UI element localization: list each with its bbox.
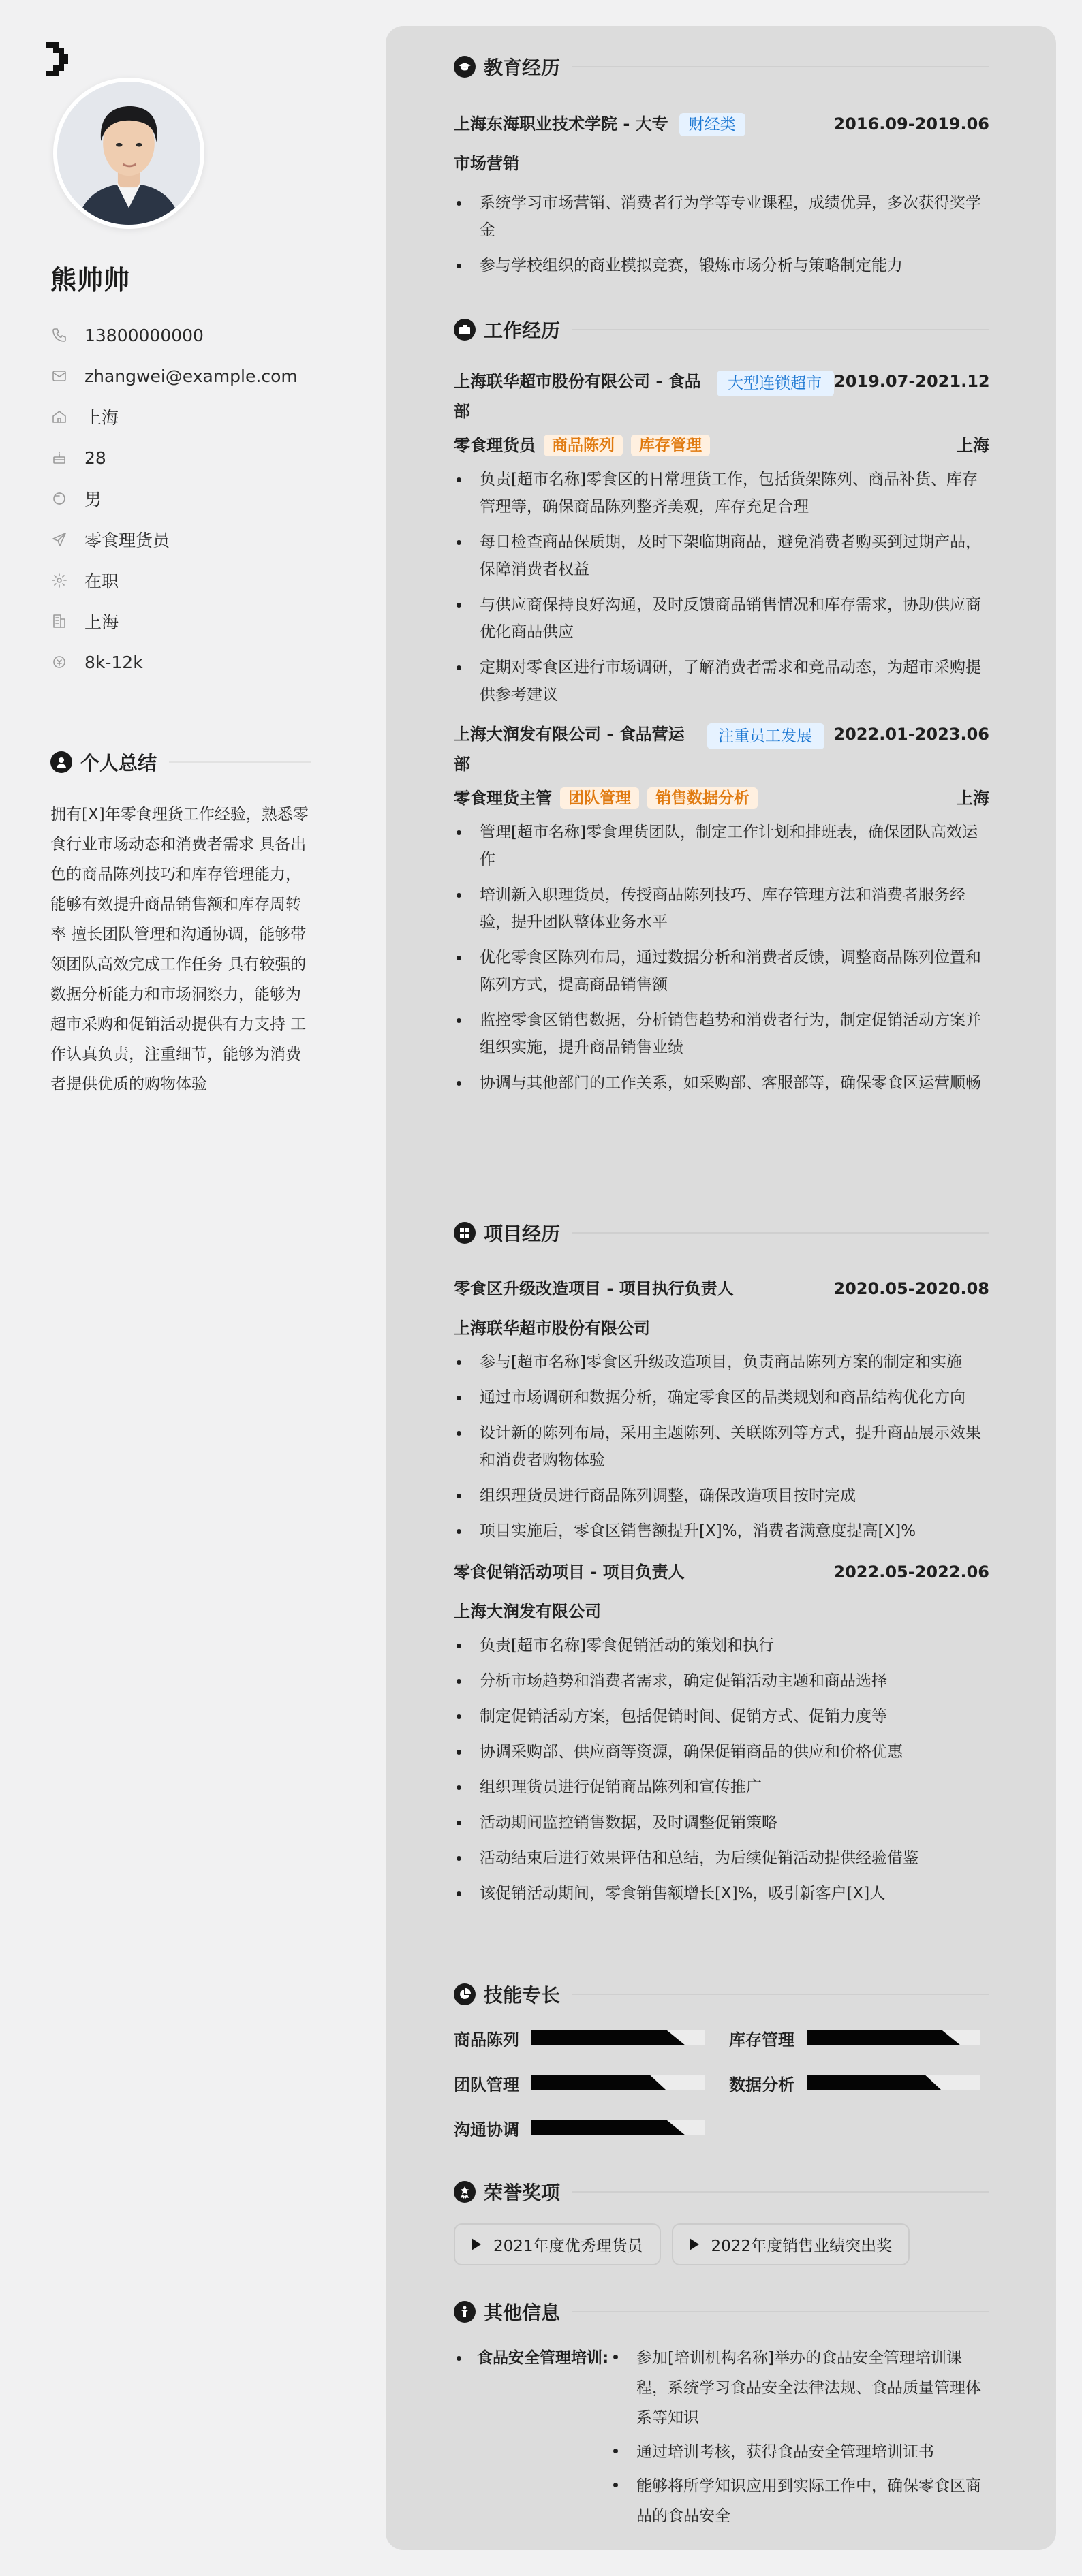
project-name: 零食区升级改造项目 - 项目执行负责人 [454,1279,734,1298]
skill-name: 数据分析 [729,2075,794,2094]
list-item: 制定促销活动方案，包括促销时间、促销方式、促销力度等 [454,1703,989,1730]
gender-icon [50,490,68,507]
list-item: 每日检查商品保质期，及时下架临期商品，避免消费者购买到过期产品，保障消费者权益 [454,529,989,583]
summary-heading [50,749,311,776]
gender-value: 男 [84,490,102,509]
skill-name: 沟通协调 [454,2120,519,2139]
resume-main-panel [386,26,1056,2550]
coin-icon [50,653,68,671]
status-value: 在职 [84,571,119,591]
send-icon [50,531,68,548]
divider [572,1994,989,1995]
job-entry-title [454,366,989,426]
phone-row [50,315,298,356]
user-icon [50,751,72,773]
project-bullets [454,1349,989,1545]
honor-label: 2022年度销售业绩突出奖 [711,2237,893,2255]
graduation-cap-icon [454,56,476,78]
skill-item [454,2114,729,2141]
pie-chart-icon [454,1983,476,2005]
project-org: 上海大润发有限公司 [454,1602,601,1621]
skills-title: 技能专长 [484,1984,561,2007]
skill-name: 团队管理 [454,2075,519,2094]
honors-list [454,2223,989,2265]
age-row [50,437,298,478]
list-item: 分析市场趋势和消费者需求，确定促销活动主题和商品选择 [454,1667,989,1695]
list-item: 协调与其他部门的工作关系，如采购部、客服部等，确保零食区运营顺畅 [454,1069,989,1097]
education-entry [454,109,989,279]
job-date: 2019.07-2021.12 [834,372,990,391]
project-date: 2022.05-2022.06 [833,1562,989,1582]
skill-bar [807,2075,980,2090]
project-name: 零食促销活动项目 - 项目负责人 [454,1562,685,1582]
skills-section [454,1981,989,2141]
job-role: 零食理货主管 [454,789,552,808]
work-heading [454,316,989,343]
home-icon [50,408,68,426]
job-bullets [454,819,989,1097]
list-item: 通过市场调研和数据分析，确定零食区的品类规划和商品结构优化方向 [454,1384,989,1411]
skill-item [729,2024,988,2052]
list-item: 监控零食区销售数据，分析销售趋势和消费者行为，制定促销活动方案并组织实施，提升商品销售业绩 [454,1007,989,1061]
project-entry-title [454,1274,989,1304]
education-section [454,53,989,287]
project-entry [454,1274,989,1545]
job-city: 上海 [957,789,989,808]
work-section [454,316,989,1105]
list-item: 组织理货员进行促销商品陈列和宣传推广 [454,1774,989,1801]
project-entry [454,1557,989,1907]
grid-icon [454,1222,476,1244]
job-bullets [454,466,989,708]
divider [572,329,989,330]
skill-bar-fill [531,2120,685,2135]
salary-value: 8k-12k [84,652,143,672]
skill-bar [807,2030,980,2045]
list-item: 参与[超市名称]零食区升级改造项目，负责商品陈列方案的制定和实施 [454,1349,989,1376]
person-icon [454,2301,476,2323]
projects-title: 项目经历 [484,1223,561,1245]
phone-icon [50,326,68,344]
honor-item [672,2223,910,2265]
location-value: 上海 [84,408,119,428]
list-item: 培训新入职理货员，传授商品陈列技巧、库存管理方法和消费者服务经验，提升团队整体业务水平 [454,881,989,936]
skill-bar-fill [807,2030,961,2045]
location-row [50,396,298,437]
job-date: 2022.01-2023.06 [833,725,989,744]
job-entry [454,719,989,1097]
job-row [50,519,298,560]
project-org-row [454,1313,989,1343]
list-item: 系统学习市场营销、消费者行为学等专业课程，成绩优异，多次获得奖学金 [454,189,989,244]
school-name: 上海东海职业技术学院 - 大专 [454,114,668,133]
skill-tag: 商品陈列 [544,435,623,456]
skill-item [454,2069,729,2096]
education-major [454,148,989,178]
skill-bar [531,2120,705,2135]
list-item: 与供应商保持良好沟通，及时反馈商品销售情况和库存需求，协助供应商优化商品供应 [454,591,989,646]
building-icon [50,612,68,630]
project-bullets [454,1632,989,1907]
mail-icon [50,367,68,385]
education-bullets [454,189,989,279]
list-item: 活动结束后进行效果评估和总结，为后续促销活动提供经验借鉴 [454,1844,989,1872]
skill-item [729,2069,988,2096]
brand-logo-icon [44,38,71,80]
honors-title: 荣誉奖项 [484,2182,561,2204]
play-icon [472,2238,481,2250]
list-item: 负责[超市名称]零食促销活动的策划和执行 [454,1632,989,1659]
list-item: 协调采购部、供应商等资源，确保促销商品的供应和价格优惠 [454,1738,989,1765]
major-name: 市场营销 [454,154,519,173]
skill-bar [531,2030,705,2045]
list-item: 组织理货员进行商品陈列调整，确保改造项目按时完成 [454,1482,989,1509]
divider [572,2311,989,2312]
skills-heading [454,1981,989,2008]
education-date: 2016.09-2019.06 [833,114,989,133]
job-role: 零食理货员 [454,436,536,455]
candidate-name: 熊帅帅 [50,265,131,295]
job-role-row [454,783,989,813]
divider [169,761,311,763]
work-title: 工作经历 [484,319,561,342]
age-value: 28 [84,447,106,468]
skill-tag: 团队管理 [560,787,639,809]
cake-icon [50,449,68,467]
status-row [50,560,298,601]
job-value: 零食理货员 [84,531,170,550]
skill-item [454,2024,729,2052]
salary-row [50,642,298,682]
education-title: 教育经历 [484,57,561,79]
other-entry [454,2343,989,2535]
projects-heading [454,1219,989,1246]
other-heading [454,2298,989,2325]
job-city: 上海 [957,436,989,455]
email-value: zhangwei@example.com [84,366,298,386]
skill-bar-fill [531,2075,666,2090]
honors-section [454,2178,989,2265]
skill-tag: 销售数据分析 [647,787,758,809]
school-tag: 财经类 [679,113,745,136]
divider [572,1232,989,1234]
skill-name: 库存管理 [729,2030,794,2049]
phone-value: 13800000000 [84,325,204,345]
summary-title: 个人总结 [80,752,157,774]
other-key: 食品安全管理培训: [454,2343,610,2535]
education-heading [454,53,989,80]
project-org: 上海联华超市股份有限公司 [454,1319,650,1338]
email-row [50,356,298,396]
projects-section [454,1219,989,1915]
company-name: 上海大润发有限公司 - 食品营运部 [454,725,685,774]
list-item: 活动期间监控销售数据，及时调整促销策略 [454,1809,989,1836]
gender-row [50,478,298,519]
other-title: 其他信息 [484,2302,561,2324]
list-item: 负责[超市名称]零食区的日常理货工作，包括货架陈列、商品补货、库存管理等，确保商品陈列整齐美观，库存充足合理 [454,466,989,520]
company-tag: 大型连锁超市 [717,371,834,396]
play-icon [690,2238,699,2250]
divider [572,66,989,67]
avatar [53,78,204,229]
award-icon [454,2181,476,2203]
list-item: 通过培训考核，获得食品安全管理培训证书 [610,2437,987,2467]
briefcase-icon [454,319,476,341]
honor-label: 2021年度优秀理货员 [493,2237,643,2255]
skill-bar-fill [531,2030,685,2045]
project-date: 2020.05-2020.08 [833,1279,989,1298]
list-item: 参与学校组织的商业模拟竞赛，锻炼市场分析与策略制定能力 [454,252,989,279]
summary-text: 拥有[X]年零食理货工作经验，熟悉零食行业市场动态和消费者需求 具备出色的商品陈列技巧和库存管理能力，能够有效提升商品销售额和库存周转率 擅长团队管理和沟通协调，能够带领团队高效完成工作任务 具有较强的数据分析能力和市场洞察力，能够为超市采购和促销活动提供有力支持 工作认真负责，注重细节，能够为消费者提供优质的购物体验 [50,806,309,1093]
skill-tag: 库存管理 [631,435,710,456]
job-entry [454,366,989,708]
divider [572,2191,989,2193]
honor-item [454,2223,661,2265]
other-bullets [610,2343,987,2535]
list-item: 该促销活动期间，零食销售额增长[X]%，吸引新客户[X]人 [454,1880,989,1907]
list-item: 能够将所学知识应用到实际工作中，确保零食区商品的食品安全 [610,2471,987,2531]
list-item: 项目实施后，零食区销售额提升[X]%，消费者满意度提高[X]% [454,1518,989,1545]
skill-name: 商品陈列 [454,2030,519,2049]
company-name: 上海联华超市股份有限公司 - 食品部 [454,372,701,421]
list-item: 优化零食区陈列布局，通过数据分析和消费者反馈，调整商品陈列位置和陈列方式，提高商品销售额 [454,944,989,999]
gear-icon [50,571,68,589]
project-entry-title [454,1557,989,1587]
contact-info-list [50,315,298,682]
honors-heading [454,2178,989,2205]
job-role-row [454,430,989,460]
other-section [454,2298,989,2535]
target-city-row [50,601,298,642]
project-org-row [454,1597,989,1627]
list-item: 管理[超市名称]零食理货团队，制定工作计划和排班表，确保团队高效运作 [454,819,989,873]
skills-grid [454,2024,989,2141]
education-entry-title [454,109,989,139]
company-tag: 注重员工发展 [707,723,824,749]
list-item: 定期对零食区进行市场调研，了解消费者需求和竞品动态，为超市采购提供参考建议 [454,654,989,708]
list-item: 参加[培训机构名称]举办的食品安全管理培训课程，系统学习食品安全法律法规、食品质量管理体系等知识 [610,2343,987,2433]
target-city-value: 上海 [84,612,119,632]
skill-bar [531,2075,705,2090]
skill-bar-fill [807,2075,942,2090]
job-entry-title [454,719,989,779]
list-item: 设计新的陈列布局，采用主题陈列、关联陈列等方式，提升商品展示效果和消费者购物体验 [454,1419,989,1474]
